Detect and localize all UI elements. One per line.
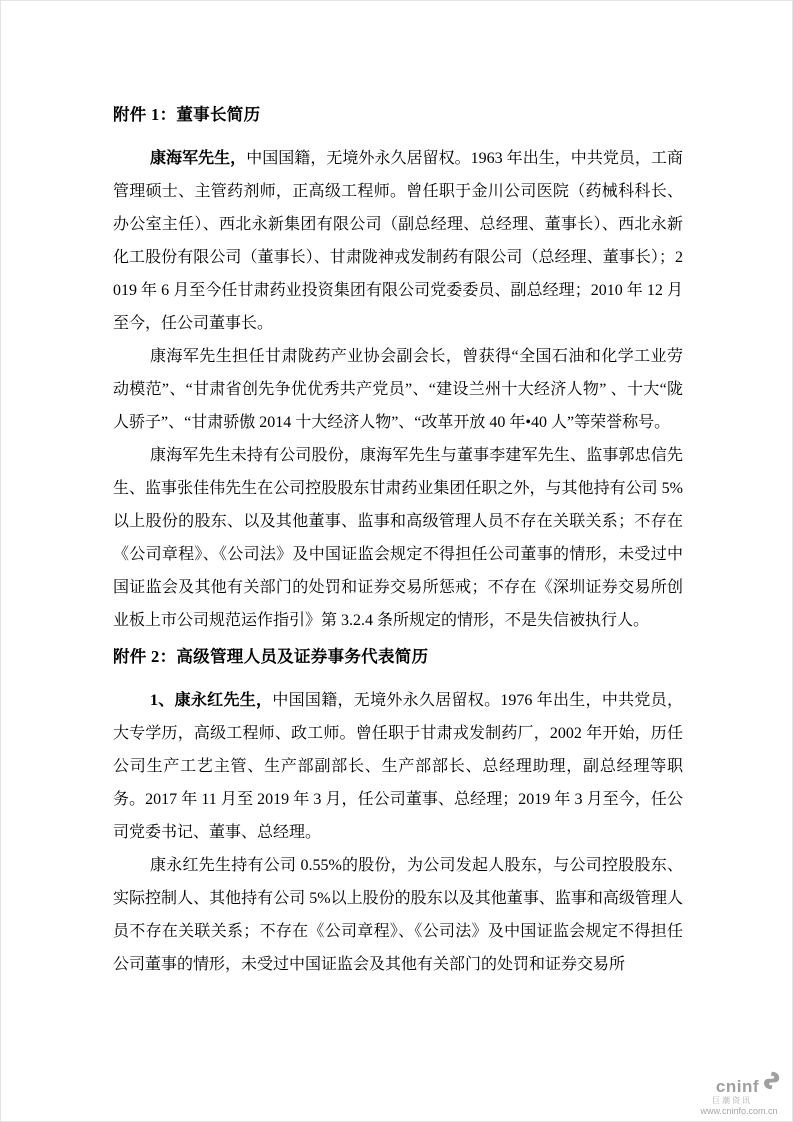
section-2-paragraph-2: 康永红先生持有公司 0.55%的股份，为公司发起人股东，与公司控股股东、实际控制人、其他持有公司 5%以上股份的股东以及其他董事、监事和高级管理人员不存在关联关系；不存在《公司章程》、《公司法》及中国证监会规定不得担任公司董事的情形，未受过中国证监会及其他有关部门的处罚和证券交易所 <box>113 857 683 973</box>
cninfo-swirl-icon <box>760 1070 781 1095</box>
document-content <box>113 98 683 981</box>
watermark-chinese-name: 巨潮资讯 <box>712 1096 752 1105</box>
section-1-heading: 附件 1：董事长简历 <box>113 105 261 124</box>
section-1-paragraph-1: 康海军先生，中国国籍，无境外永久居留权。1963 年出生，中共党员，工商管理硕士、主管药剂师，正高级工程师。曾任职于金川公司医院（药械科科长、办公室主任）、西北永新集团有限公司（副总经理、总经理、董事长）、西北永新化工股份有限公司（董事长）、甘肃陇神戎发制药有限公司（总经理、董事长）；2019 年 6 月至今任甘肃药业投资集团有限公司党委委员、副总经理；2010 年 12 月至今，任公司董事长。 <box>113 150 683 332</box>
cninfo-watermark <box>693 1070 785 1116</box>
watermark-brand-row <box>693 1070 785 1095</box>
section-2-paragraph-1: 1、康永红先生，中国国籍，无境外永久居留权。1976 年出生，中共党员，大专学历，高级工程师、政工师。曾任职于甘肃戎发制药厂，2002 年开始，历任公司生产工艺主管、生产部副部长、生产部部长、总经理助理，副总经理等职务。2017 年 11 月至 2019 年 3 月，任公司董事、总经理；2019 年 3 月至今，任公司党委书记、董事、总经理。 <box>113 692 683 841</box>
section-1-paragraph-2: 康海军先生担任甘肃陇药产业协会副会长，曾获得“全国石油和化学工业劳动模范”、“甘肃省创先争优优秀共产党员”、“建设兰州十大经济人物” 、十大“陇人骄子”、“甘肃骄傲 2014 十大经济人物”、“改革开放 40 年•40 人”等荣誉称号。 <box>113 348 683 431</box>
section-1-paragraph-3: 康海军先生未持有公司股份，康海军先生与董事李建军先生、监事郭忠信先生、监事张佳伟先生在公司控股股东甘肃药业集团任职之外，与其他持有公司 5%以上股份的股东、以及其他董事、监事和高级管理人员不存在关联关系；不存在《公司章程》、《公司法》及中国证监会规定不得担任公司董事的情形，未受过中国证监会及其他有关部门的处罚和证券交易所惩戒；不存在《深圳证券交易所创业板上市公司规范运作指引》第 3.2.4 条所规定的情形，不是失信被执行人。 <box>113 447 683 629</box>
section-2-heading: 附件 2：高级管理人员及证券事务代表简历 <box>113 647 429 666</box>
paragraph-lead-name: 1、康永红先生， <box>150 692 273 709</box>
cninfo-brand-text: cninf <box>715 1077 759 1096</box>
paragraph-lead-name: 康海军先生， <box>150 150 247 167</box>
watermark-url: www.cninfo.com.cn <box>700 1106 778 1116</box>
